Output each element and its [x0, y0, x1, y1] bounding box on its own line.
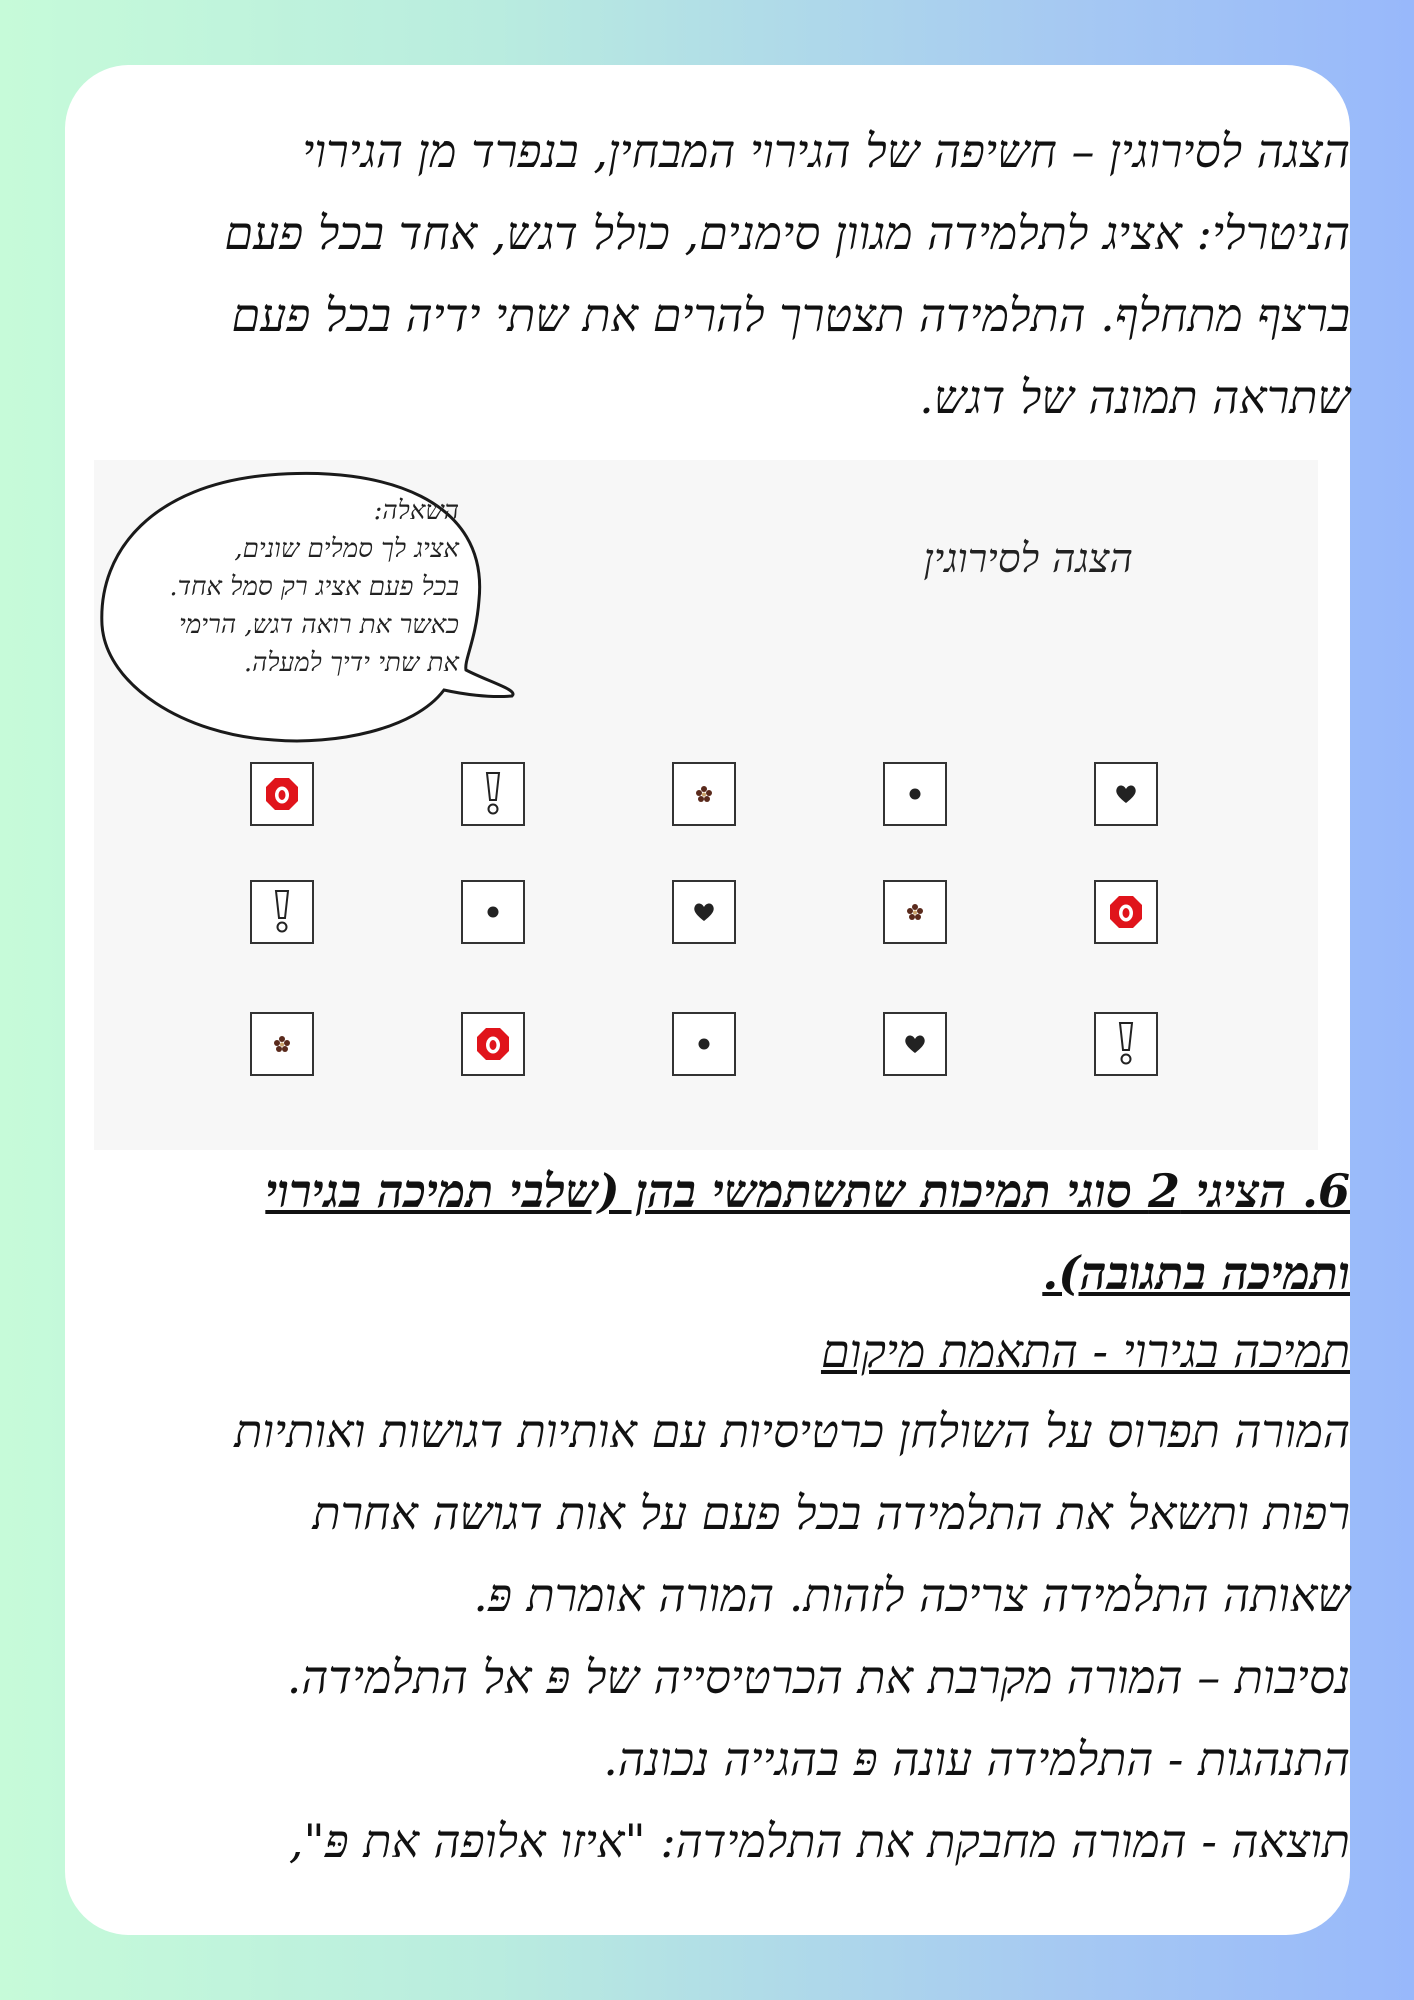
support-subheading: תמיכה בגירוי - התאמת מיקום	[820, 1324, 1350, 1378]
flower-icon	[695, 785, 713, 803]
symbol-card-stop-hand	[250, 762, 314, 826]
heading-line: 6. הציגי 2 סוגי תמיכות שתשתמשי בהן (שלבי תמיכה בגירוי	[265, 1164, 1350, 1218]
dot-icon	[486, 905, 500, 919]
bubble-line: את שתי ידיך למעלה.	[243, 648, 459, 678]
symbol-card-flower	[250, 1012, 314, 1076]
dot-icon	[697, 1037, 711, 1051]
question-6-heading	[90, 1150, 1350, 1314]
body-line: נסיבות – המורה מקרבת את הכרטיסייה של פּ אל התלמידה.	[286, 1650, 1350, 1704]
symbol-card-dot	[461, 880, 525, 944]
bubble-line: בכל פעם אציג רק סמל אחד.	[169, 572, 459, 602]
bubble-line: השאלה:	[373, 496, 459, 526]
exclamation-icon	[481, 770, 505, 818]
heart-icon	[693, 902, 715, 922]
symbol-card-exclamation	[1094, 1012, 1158, 1076]
intro-paragraph	[90, 110, 1350, 438]
symbol-card-stop-hand	[1094, 880, 1158, 944]
intro-line: שתראה תמונה של דגש.	[919, 370, 1350, 424]
body-line: התנהגות - התלמידה עונה פּ בהגייה נכונה.	[603, 1732, 1350, 1786]
exclamation-icon	[270, 888, 294, 936]
symbol-card-flower	[883, 880, 947, 944]
intro-line: הניטרלי: אציג לתלמידה מגוון סימנים, כולל דגש, אחד בכל פעם	[224, 206, 1350, 260]
intro-line: ברצף מתחלף. התלמידה תצטרך להרים את שתי ידיה בכל פעם	[231, 288, 1350, 342]
heart-icon	[1115, 784, 1137, 804]
symbol-card-stop-hand	[461, 1012, 525, 1076]
symbol-card-exclamation	[250, 880, 314, 944]
stop-hand-icon	[1108, 894, 1144, 930]
symbol-card-dot	[883, 762, 947, 826]
alternating-presentation-figure	[94, 460, 1318, 1150]
intro-line: הצגה לסירוגין – חשיפה של הגירוי המבחין, בנפרד מן הגירוי	[302, 124, 1350, 178]
body-line: תוצאה - המורה מחבקת את התלמידה: "איזו אלופה את פּ",	[288, 1814, 1350, 1868]
symbol-card-flower	[672, 762, 736, 826]
body-line: שאותה התלמידה צריכה לזהות. המורה אומרת פּ.	[473, 1568, 1350, 1622]
heading-line: ותמיכה בתגובה).	[1042, 1246, 1350, 1300]
flower-icon	[273, 1035, 291, 1053]
symbol-card-heart	[883, 1012, 947, 1076]
dot-icon	[908, 787, 922, 801]
bubble-line: כאשר את רואה דגש, הרימי	[179, 610, 459, 640]
figure-title: הצגה לסירוגין	[923, 536, 1133, 582]
bubble-line: אציג לך סמלים שונים,	[234, 534, 459, 564]
flower-icon	[906, 903, 924, 921]
symbol-card-heart	[672, 880, 736, 944]
heart-icon	[904, 1034, 926, 1054]
body-line: המורה תפרוס על השולחן כרטיסיות עם אותיות דגושות ואותיות	[234, 1404, 1350, 1458]
bubble-question	[169, 492, 459, 682]
symbol-card-exclamation	[461, 762, 525, 826]
stop-hand-icon	[475, 1026, 511, 1062]
exclamation-icon	[1114, 1020, 1138, 1068]
body-line: רפות ותשאל את התלמידה בכל פעם על אות דגושה אחרת	[312, 1486, 1350, 1540]
stop-hand-icon	[264, 776, 300, 812]
symbol-card-dot	[672, 1012, 736, 1076]
symbol-card-heart	[1094, 762, 1158, 826]
support-body	[90, 1390, 1350, 1882]
